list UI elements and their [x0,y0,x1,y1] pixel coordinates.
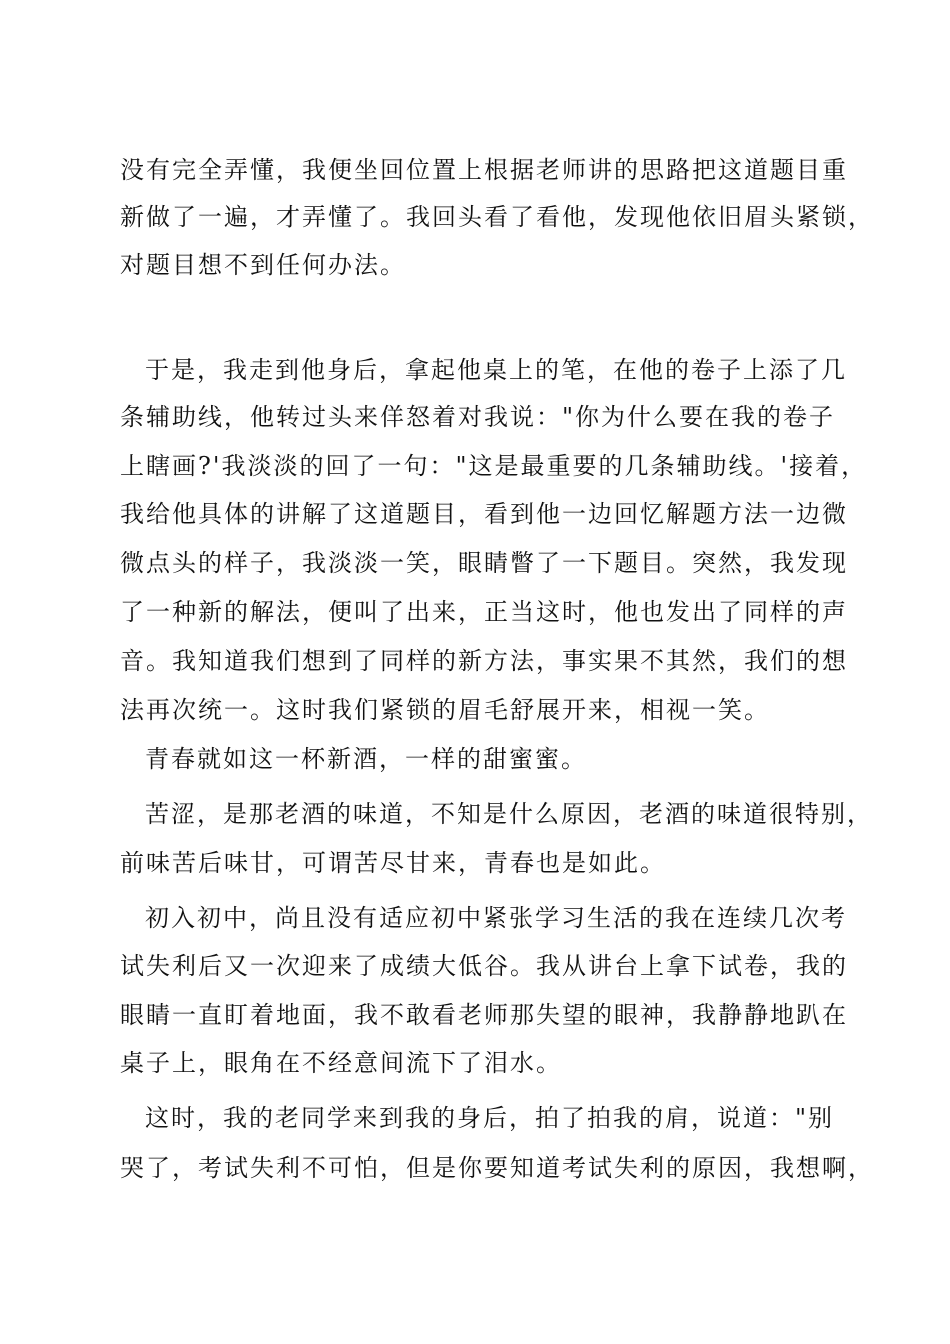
text-line [0,197,950,237]
line-text: 于是，我走到他身后，拿起他桌上的笔，在他的卷子上添了几 [145,356,847,384]
text-line [0,641,950,681]
line-text: 试失利后又一次迎来了成绩大低谷。我从讲台上拿下试卷，我的 [120,952,848,980]
line-text: 新做了一遍，才弄懂了。我回头看了看他，发现他依旧眉头紧锁， [120,203,874,231]
text-line [0,843,950,883]
line-text: 青春就如这一杯新酒，一样的甜蜜蜜。 [145,745,587,773]
line-text: 对题目想不到任何办法。 [120,251,406,279]
text-line [0,995,950,1035]
line-text: 微点头的样子，我淡淡一笑，眼睛瞥了一下题目。突然，我发现 [120,549,848,577]
line-text: 法再次统一。这时我们紧锁的眉毛舒展开来，相视一笑。 [120,696,770,724]
line-text: 音。我知道我们想到了同样的新方法，事实果不其然，我们的想 [120,647,848,675]
text-line [0,350,950,390]
text-line [0,543,950,583]
text-line [0,1043,950,1083]
line-text: 苦涩，是那老酒的味道，不知是什么原因，老酒的味道很特别， [145,800,873,828]
text-line [0,1098,950,1138]
text-line [0,1148,950,1188]
line-text: 哭了，考试失利不可怕，但是你要知道考试失利的原因，我想啊， [120,1154,874,1182]
text-line [0,245,950,285]
text-line [0,898,950,938]
text-line [0,690,950,730]
line-text: 初入初中，尚且没有适应初中紧张学习生活的我在连续几次考 [145,904,847,932]
text-line [0,397,950,437]
text-line [0,739,950,779]
text-line [0,946,950,986]
text-line [0,446,950,486]
text-line [0,150,950,190]
line-text: 桌子上，眼角在不经意间流下了泪水。 [120,1049,562,1077]
line-text: 了一种新的解法，便叫了出来，正当这时，他也发出了同样的声 [120,598,848,626]
text-line [0,592,950,632]
text-line [0,494,950,534]
text-line [0,794,950,834]
line-text: 上瞎画?'我淡淡的回了一句："这是最重要的几条辅助线。'接着， [120,452,868,480]
line-text: 眼睛一直盯着地面，我不敢看老师那失望的眼神，我静静地趴在 [120,1001,848,1029]
line-text: 我给他具体的讲解了这道题目，看到他一边回忆解题方法一边微 [120,500,848,528]
line-text: 前味苦后味甘，可谓苦尽甘来，青春也是如此。 [120,849,666,877]
line-text: 这时，我的老同学来到我的身后，拍了拍我的肩，说道："别 [145,1104,835,1132]
line-text: 没有完全弄懂，我便坐回位置上根据老师讲的思路把这道题目重 [120,156,848,184]
line-text: 条辅助线，他转过头来佯怒着对我说："你为什么要在我的卷子 [120,403,836,431]
